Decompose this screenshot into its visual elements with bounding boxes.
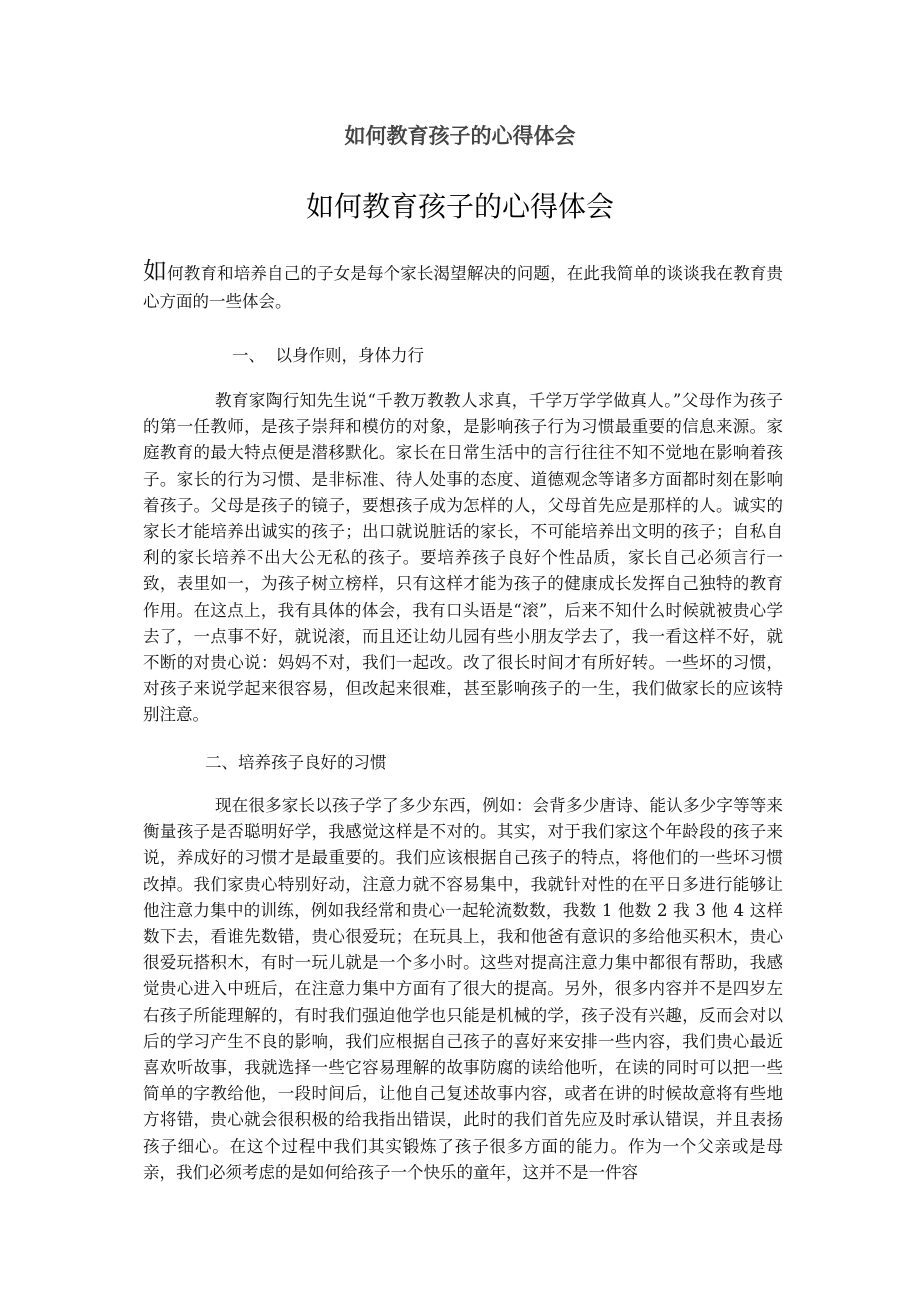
intro-text: 何教育和培养自己的子女是每个家长渴望解决的问题，在此我简单的谈谈我在教育贵心方面的一些体会。 (143, 264, 784, 311)
intro-paragraph (143, 257, 783, 316)
section-1-heading: 一、 以身作则，身体力行 (232, 346, 424, 365)
drop-cap: 如 (143, 257, 168, 285)
section-2-heading: 二、培养孩子良好的习惯 (205, 753, 387, 772)
main-title: 如何教育孩子的心得体会 (305, 190, 614, 223)
section-2-paragraph: 现在很多家长以孩子学了多少东西，例如：会背多少唐诗、能认多少字等等来衡量孩子是否聪明好学，我感觉这样是不对的。其实，对于我们家这个年龄段的孩子来说，养成好的习惯才是最重要的。我们应该根据自己孩子的特点，将他们的一些坏习惯改掉。我们家贵心特别好动，注意力就不容易集中，我就针对性的在平日多进行能够让他注意力集中的训练，例如我经常和贵心一起轮流数数，我数 1 他数 2 我 3 他 4 这样数下去，看谁先数错，贵心很爱玩；在玩具上，我和他爸有意识的多给他买积木，贵心很爱玩搭积木，有时一玩儿就是一个多小时。这些对提高注意力集中都很有帮助，我感觉贵心进入中班后，在注意力集中方面有了很大的提高。另外，很多内容并不是四岁左右孩子所能理解的，有时我们强迫他学也只能是机械的学，孩子没有兴趣，反而会对以后的学习产生不良的影响，我们应根据自己孩子的喜好来安排一些内容，我们贵心最近喜欢听故事，我就选择一些它容易理解的故事防腐的读给他听，在读的同时可以把一些简单的字教给他，一段时间后，让他自己复述故事内容，或者在讲的时候故意将有些地方将错，贵心就会很积极的给我指出错误，此时的我们首先应及时承认错误，并且表扬孩子细心。在这个过程中我们其实锻炼了孩子很多方面的能力。作为一个父亲或是母亲，我们必须考虑的是如何给孩子一个快乐的童年，这并不是一件容 (143, 796, 783, 1182)
header-title: 如何教育孩子的心得体会 (344, 123, 576, 148)
section-1-paragraph: 教育家陶行知先生说“千教万教教人求真，千学万学学做真人。”父母作为孩子的第一任教师，是孩子崇拜和模仿的对象，是影响孩子行为习惯最重要的信息来源。家庭教育的最大特点便是潜移默化。家长在日常生活中的言行往往不知不觉地在影响着孩子。家长的行为习惯、是非标准、待人处事的态度、道德观念等诸多方面都时刻在影响着孩子。父母是孩子的镜子，要想孩子成为怎样的人，父母首先应是那样的人。诚实的家长才能培养出诚实的孩子；出口就说脏话的家长，不可能培养出文明的孩子；自私自利的家长培养不出大公无私的孩子。要培养孩子良好个性品质，家长自己必须言行一致，表里如一，为孩子树立榜样，只有这样才能为孩子的健康成长发挥自己独特的教育作用。在这点上，我有具体的体会，我有口头语是“滚”，后来不知什么时候就被贵心学去了，一点事不好，就说滚，而且还让幼儿园有些小朋友学去了，我一看这样不好，就不断的对贵心说：妈妈不对，我们一起改。改了很长时间才有所好转。一些坏的习惯，对孩子来说学起来很容易，但改起来很难，甚至影响孩子的一生，我们做家长的应该特别注意。 (143, 391, 783, 725)
